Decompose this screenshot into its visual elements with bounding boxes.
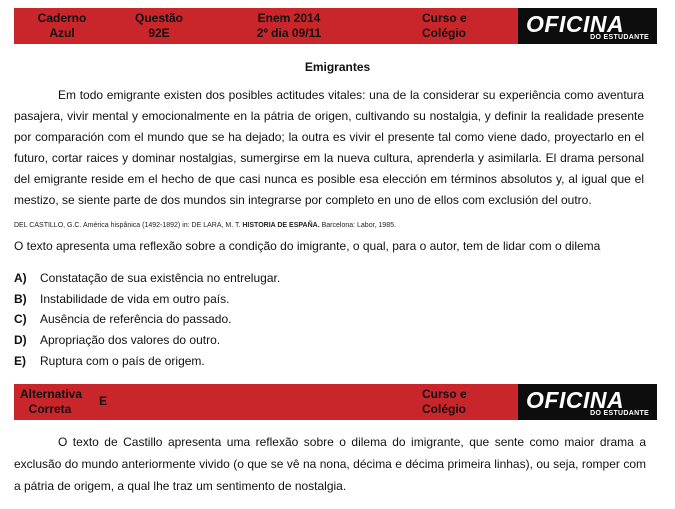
option-text: Apropriação dos valores do outro. [40,333,221,348]
curso-line2: Colégio [422,26,466,40]
option-text: Constatação de sua existência no entrelugar. [40,271,281,285]
curso-line1: Curso e [422,387,467,401]
exam-day: 2º dia 09/11 [256,26,322,40]
answer-options [14,268,280,371]
answer-header-bar [14,384,657,420]
answer-explanation: O texto de Castillo apresenta uma reflexão sobre o dilema do imigrante, que sente como maior drama a exclusão do mundo anteriormente vivido (o que se vê na nona, décima e décima primeira linhas), ou seja, romper com a pátria de origem, a qual lhe traz um sentimento de nostalgia. [14,435,646,493]
passage-title: Emigrantes [304,60,371,74]
exam-name: Enem 2014 [257,11,321,25]
option-letter: D) [14,333,27,348]
option-a[interactable] [14,268,280,289]
citation-book-title: HISTORIA DE ESPAÑA. [242,222,320,229]
questao-value: 92E [148,26,170,40]
alternativa-label-line1: Alternativa [20,387,83,401]
exam-cell [244,11,334,41]
question-header-bar [14,8,657,44]
logo-wordmark: OFICINA [526,11,625,37]
caderno-value: Azul [49,26,75,40]
logo-subtitle: DO ESTUDANTE [590,34,649,41]
curso-line1: Curso e [422,11,467,25]
option-text: Ausência de referência do passado. [40,312,232,327]
citation-prefix: DEL CASTILLO, G.C. América hispânica (1492-1892) in: DE LARA, M. T. [14,222,243,229]
oficina-logo [518,384,657,420]
citation-suffix: Barcelona: Labor, 1985. [319,222,396,229]
option-b[interactable] [14,289,280,310]
passage-citation [14,222,396,229]
option-letter: A) [14,271,27,285]
option-text: Ruptura com o país de origem. [40,353,205,368]
option-letter: E) [14,353,26,368]
curso-cell [422,387,482,417]
logo-wordmark: OFICINA [526,387,625,413]
curso-cell [422,11,482,41]
oficina-logo [518,8,657,44]
question-prompt: O texto apresenta uma reflexão sobre a condição do imigrante, o qual, para o autor, tem de lidar com o dilema [14,239,601,253]
alternativa-label-line2: Correta [28,402,72,416]
option-c[interactable] [14,309,280,330]
questao-cell [124,11,194,41]
logo-subtitle: DO ESTUDANTE [590,410,649,417]
option-letter: B) [14,291,27,306]
correct-answer-value: E [98,394,107,408]
caderno-cell [32,11,92,41]
curso-line2: Colégio [422,402,466,416]
option-letter: C) [14,312,27,327]
alternativa-cell [20,387,83,417]
questao-label: Questão [134,11,183,25]
option-text: Instabilidade de vida em outro país. [40,291,230,306]
passage-text: Em todo emigrante existen dos posibles actitudes vitales: una de la considerar su experiência como aventura pasajera, vivir mental y emocionalmente en la pátria de origen, cultivando su nostalgia, y definir la realidade presente por comparación com el mundo que se ha dejado; la outra es vivir el presente tal como viene dado, proyectarlo en el futuro, cortar raices y dominar nostalgias, sumergirse em la nueva cultura, aprenderla y asimilarla. El drama personal del emigrante reside em el hecho de que casi nunca es posible esa elección em términos absolutos y, al igual que el mestizo, se siente parte de dos mundos sin integrarse por completo en uno de ellos com exclusión del outro. [14,88,644,207]
option-d[interactable] [14,330,280,351]
caderno-label: Caderno [37,11,87,25]
option-e[interactable] [14,351,280,372]
